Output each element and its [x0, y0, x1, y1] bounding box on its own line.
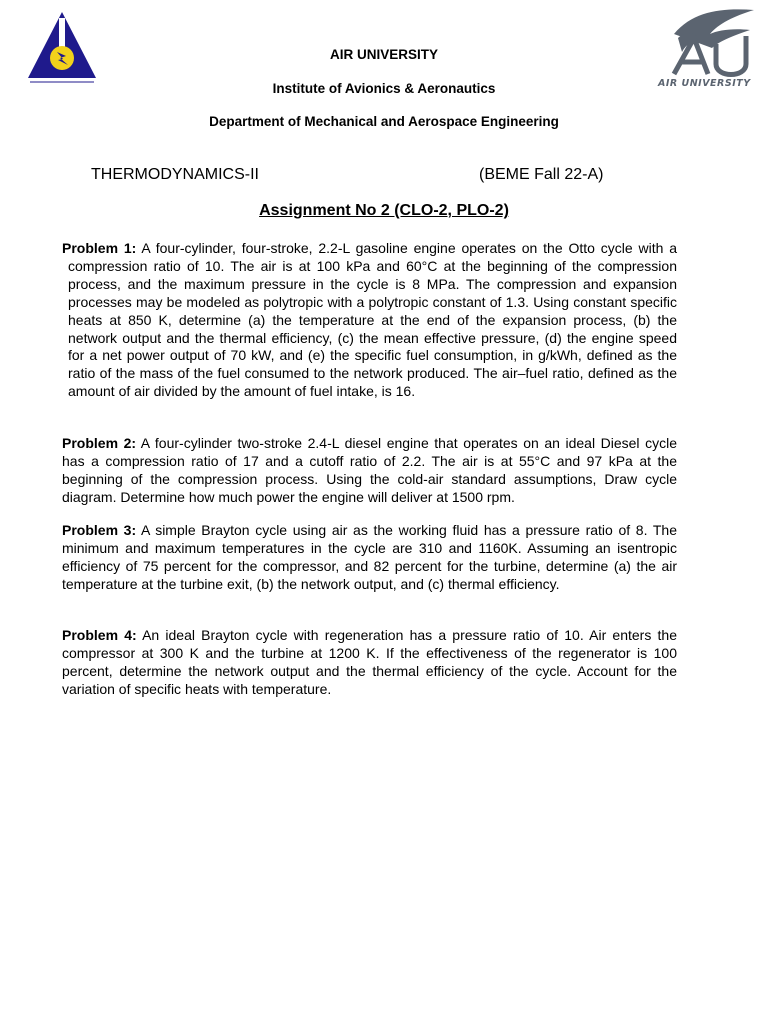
- course-batch: (BEME Fall 22-A): [479, 166, 604, 183]
- problem-4: [62, 627, 677, 699]
- course-name: THERMODYNAMICS-II: [91, 166, 259, 183]
- problem-4-label: Problem 4:: [62, 627, 137, 643]
- institute-name: Institute of Avionics & Aeronautics: [272, 81, 496, 96]
- problem-2-label: Problem 2:: [62, 435, 137, 451]
- problem-2-text: A four-cylinder two-stroke 2.4-L diesel engine that operates on an ideal Diesel cycle has a compression ratio of 17 and a cutoff ratio of 2.2. The air is at 55°C and 97 kPa at the beginning of the compression process. Using the cold-air standard assumptions, Draw cycle diagram. Determine how much power the engine will deliver at 1500 rpm.: [62, 435, 677, 505]
- university-name: AIR UNIVERSITY: [329, 47, 438, 62]
- problem-3: [62, 522, 677, 594]
- problem-2: [62, 435, 677, 507]
- problem-1-label: Problem 1:: [62, 240, 137, 256]
- problem-1: [62, 240, 677, 401]
- problem-3-label: Problem 3:: [62, 522, 137, 538]
- course-row: [91, 165, 651, 185]
- assignment-title: Assignment No 2 (CLO-2, PLO-2): [259, 202, 509, 219]
- problem-1-text: A four-cylinder, four-stroke, 2.2-L gasoline engine operates on the Otto cycle with a compression ratio of 10. The air is at 100 kPa and 60°C at the beginning of the compression process, and the maximum pressure in the cycle is 8 MPa. The compression and expansion processes may be modeled as polytropic with a polytropic constant of 1.3. Using constant specific heats at 850 K, determine (a) the temperature at the end of the expansion process, (b) the network output and the thermal efficiency, (c) the mean effective pressure, (d) the engine speed for a net power output of 70 kW, and (e) the specific fuel consumption, in g/kWh, defined as the ratio of the mass of the fuel consumed to the network produced. The air–fuel ratio, defined as the amount of air divided by the amount of fuel intake, is 16.: [68, 240, 677, 400]
- problem-4-text: An ideal Brayton cycle with regeneration has a pressure ratio of 10. Air enters the compressor at 300 K and the turbine at 1200 K. If the effectiveness of the regenerator is 100 percent, determine the network output and the thermal efficiency of the cycle. Account for the variation of specific heats with temperature.: [62, 627, 677, 697]
- department-name: Department of Mechanical and Aerospace Engineering: [209, 114, 559, 129]
- problem-3-text: A simple Brayton cycle using air as the working fluid has a pressure ratio of 8. The minimum and maximum temperatures in the cycle are 310 and 1160K. Assuming an isentropic efficiency of 75 percent for the compressor, and 82 percent for the turbine, determine (a) the air temperature at the turbine exit, (b) the network output, and (c) thermal efficiency.: [62, 522, 677, 592]
- right-logo-caption: AIR UNIVERSITY: [658, 78, 751, 89]
